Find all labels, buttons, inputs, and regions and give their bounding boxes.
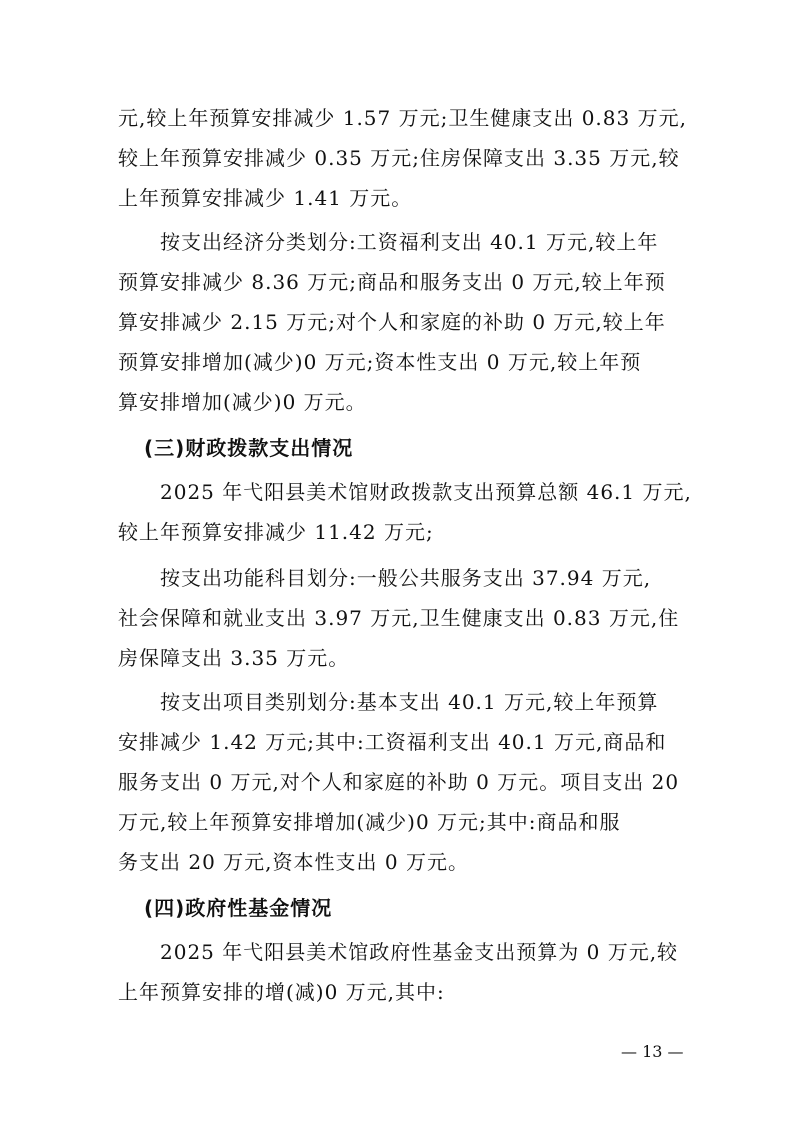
text-line: 按支出经济分类划分:工资福利支出 40.1 万元,较上年 [160, 230, 659, 254]
text-line: 算安排增加(减少)0 万元。 [118, 390, 367, 414]
text-line: 预算安排增加(减少)0 万元;资本性支出 0 万元,较上年预 [118, 350, 642, 374]
text-line: 房保障支出 3.35 万元。 [118, 646, 350, 670]
page-number: — 13 — [621, 1042, 684, 1061]
text-line: 预算安排减少 8.36 万元;商品和服务支出 0 万元,较上年预 [118, 270, 666, 294]
text-line: 服务支出 0 万元,对个人和家庭的补助 0 万元。项目支出 20 [118, 770, 680, 794]
text-line: 安排减少 1.42 万元;其中:工资福利支出 40.1 万元,商品和 [118, 730, 667, 754]
text-line: 万元,较上年预算安排增加(减少)0 万元;其中:商品和服 [118, 810, 621, 834]
text-line: 上年预算安排减少 1.41 万元。 [118, 186, 413, 210]
text-line: 元,较上年预算安排减少 1.57 万元;卫生健康支出 0.83 万元, [118, 106, 687, 130]
text-line: 2025 年弋阳县美术馆财政拨款支出预算总额 46.1 万元, [160, 480, 692, 504]
text-line: 较上年预算安排减少 11.42 万元; [118, 520, 434, 544]
section-heading: (三)财政拨款支出情况 [144, 436, 354, 460]
text-line: 按支出功能科目划分:一般公共服务支出 37.94 万元, [160, 566, 652, 590]
text-line: 社会保障和就业支出 3.97 万元,卫生健康支出 0.83 万元,住 [118, 606, 680, 630]
text-line: 2025 年弋阳县美术馆政府性基金支出预算为 0 万元,较 [160, 940, 679, 964]
section-heading: (四)政府性基金情况 [144, 896, 333, 920]
text-line: 上年预算安排的增(减)0 万元,其中: [118, 980, 445, 1004]
text-line: 务支出 20 万元,资本性支出 0 万元。 [118, 850, 469, 874]
text-line: 算安排减少 2.15 万元;对个人和家庭的补助 0 万元,较上年 [118, 310, 666, 334]
text-line: 较上年预算安排减少 0.35 万元;住房保障支出 3.35 万元,较 [118, 146, 680, 170]
text-line: 按支出项目类别划分:基本支出 40.1 万元,较上年预算 [160, 690, 659, 714]
